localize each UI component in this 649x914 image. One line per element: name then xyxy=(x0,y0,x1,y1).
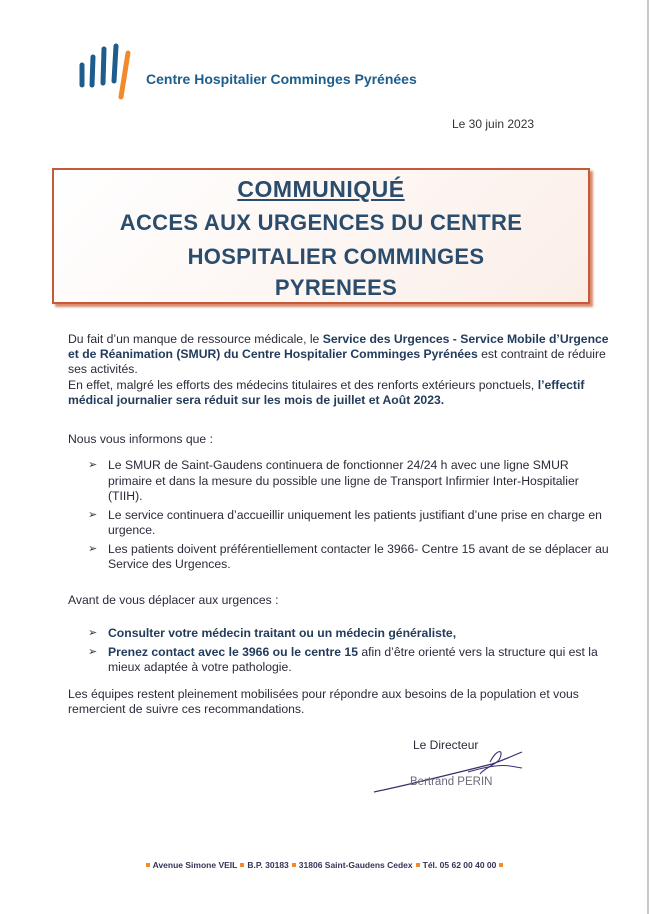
communique-subtitle-line1: ACCES AUX URGENCES DU CENTRE xyxy=(119,210,523,235)
director-name: Bertrand PERIN xyxy=(410,776,493,788)
communique-title: COMMUNIQUÉ xyxy=(237,176,405,202)
list-item xyxy=(86,508,616,539)
paragraph-closing: Les équipes restent pleinement mobilisées pour répondre aux besoins de la population et vous remercient de suivre ces recommandations. xyxy=(68,687,579,716)
paragraph-staffing-bold: l’effectif médical journalier sera réduit sur les mois de juillet et Août 2023. xyxy=(68,378,585,407)
recommendations-list xyxy=(86,626,616,679)
list-item xyxy=(86,458,616,505)
paragraph-situation-text2: est contraint de réduire ses activités. xyxy=(68,347,606,376)
footer-address xyxy=(0,860,649,870)
paragraph-situation xyxy=(68,332,616,377)
paragraph-situation-text1: Du fait d’un manque de ressource médicale, le xyxy=(68,332,323,346)
brand-name: Centre Hospitalier Comminges Pyrénées xyxy=(146,71,417,87)
recommendation-contact-bold: Prenez contact avec le 3966 ou le centre 15 xyxy=(108,644,358,659)
list-item-text: Les patients doivent préférentiellement contacter le 3966- Centre 15 avant de se déplacer au Service des Urgences. xyxy=(108,541,609,571)
communique-subtitle-line2: HOSPITALIER COMMINGES xyxy=(187,244,485,269)
hospital-bars-logo-icon xyxy=(76,43,138,101)
list-item-text: Le SMUR de Saint-Gaudens continuera de fonctionner 24/24 h avec une ligne SMUR primaire et dans la mesure du possible une ligne de Transport Infirmier Inter-Hospitalier (TIIH). xyxy=(108,458,579,503)
communique-subtitle-line3: PYRENEES xyxy=(274,275,398,300)
arrow-bullet-icon: ➢ xyxy=(88,627,98,639)
paragraph-situation-bold: Service des Urgences - Service Mobile d’Urgence et de Réanimation (SMUR) du Centre Hospitalier Comminges Pyrénées xyxy=(68,332,609,361)
list-item-text: Le service continuera d’accueillir uniquement les patients justifiant d’une prise en charge en urgence. xyxy=(108,507,602,537)
footer-city: 31806 Saint-Gaudens Cedex xyxy=(298,860,413,870)
paragraph-inform: Nous vous informons que : xyxy=(68,432,213,446)
list-item xyxy=(86,542,616,573)
footer-bp: B.P. 30183 xyxy=(247,860,289,870)
communique-box xyxy=(52,168,590,304)
paragraph-staffing-text: En effet, malgré les efforts des médecins titulaires et des renforts extérieurs ponctuels, xyxy=(68,378,538,392)
paragraph-before-going: Avant de vous déplacer aux urgences : xyxy=(68,593,279,607)
paragraph-staffing xyxy=(68,378,616,408)
arrow-bullet-icon: ➢ xyxy=(88,542,98,555)
handwritten-signature xyxy=(372,746,532,796)
list-item xyxy=(86,645,616,676)
information-list xyxy=(86,458,616,576)
arrow-bullet-icon: ➢ xyxy=(88,508,98,521)
director-title: Le Directeur xyxy=(413,738,479,752)
arrow-bullet-icon: ➢ xyxy=(88,459,98,471)
recommendation-doctor: Consulter votre médecin traitant ou un médecin généraliste, xyxy=(108,626,457,640)
arrow-bullet-icon: ➢ xyxy=(88,645,98,658)
footer-phone: Tél. 05 62 00 40 00 xyxy=(422,860,497,870)
list-item xyxy=(86,626,616,642)
recommendation-contact-rest: afin d’être orienté vers la structure qui est la mieux adaptée à votre pathologie. xyxy=(108,644,598,674)
footer-street: Avenue Simone VEIL xyxy=(152,860,238,870)
document-date: Le 30 juin 2023 xyxy=(452,117,535,131)
